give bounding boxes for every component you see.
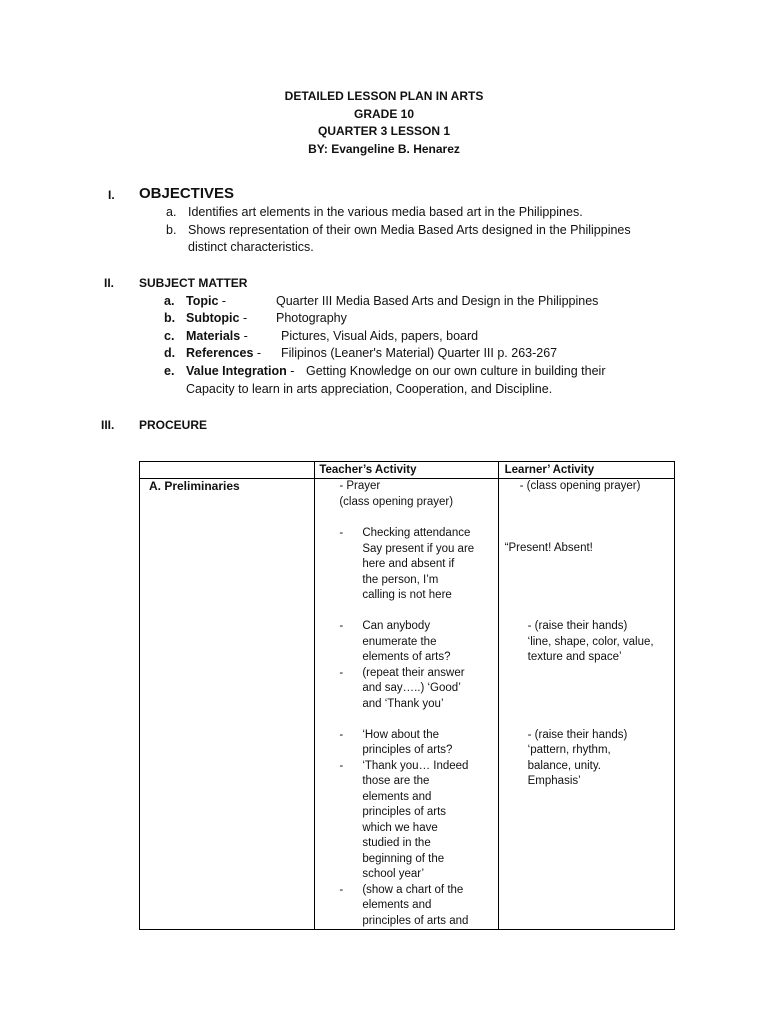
sm-references-value: Filipinos (Leaner's Material) Quarter III p. 263-267 — [281, 346, 558, 360]
bullet-dash: - — [339, 666, 344, 679]
teacher-line: ‘Thank you… Indeed — [362, 759, 469, 772]
teacher-line: beginning of the — [362, 852, 445, 865]
teacher-line: those are the — [362, 775, 430, 787]
teacher-activity-cell — [315, 479, 498, 930]
bullet-dash: - — [339, 759, 344, 772]
sm-references-letter: d. — [164, 346, 176, 360]
teacher-line: Checking attendance — [362, 527, 471, 539]
teacher-line: elements and — [362, 899, 432, 911]
subject-matter-title: SUBJECT MATTER — [139, 276, 248, 290]
bullet-dash: - — [339, 527, 344, 539]
sm-value-integration-cont: Capacity to learn in arts appreciation, Cooperation, and Discipline. — [186, 382, 553, 396]
teacher-line: school year’ — [362, 868, 425, 880]
teacher-line: the person, I’m — [362, 573, 439, 586]
teacher-line: (show a chart of the — [362, 883, 464, 896]
teacher-line: Say present if you are — [362, 542, 475, 555]
sm-value-integration-letter: e. — [164, 364, 175, 378]
header-quarter: QUARTER 3 LESSON 1 — [317, 124, 451, 138]
teacher-line: principles of arts and — [362, 914, 469, 927]
teacher-line: calling is not here — [362, 589, 452, 601]
objective-b-text: Shows representation of their own Media Based Arts designed in the Philippines — [188, 223, 631, 237]
sm-materials-value: Pictures, Visual Aids, papers, board — [281, 329, 479, 343]
teacher-line: and say…..) ‘Good’ — [362, 682, 461, 694]
teacher-line: studied in the — [362, 837, 431, 849]
sm-value-integration-label: Value Integration - — [186, 364, 295, 378]
teacher-line: principles of arts? — [362, 744, 453, 756]
procedure-table — [139, 461, 675, 930]
sm-topic-value: Quarter III Media Based Arts and Design in the Philippines — [276, 294, 599, 308]
header-title: DETAILED LESSON PLAN IN ARTS — [284, 89, 484, 103]
header-author: BY: Evangeline B. Henarez — [308, 141, 460, 156]
learner-line: - (raise their hands) — [527, 728, 628, 741]
teacher-line: (repeat their answer — [362, 666, 465, 679]
header-grade: GRADE 10 — [353, 106, 415, 121]
table-header-row — [140, 462, 675, 479]
header-teacher-activity: Teacher’s Activity — [315, 462, 498, 479]
objectives-number: I. — [108, 188, 115, 202]
subject-matter-number: II. — [104, 276, 115, 290]
teacher-line: principles of arts — [362, 806, 447, 818]
objective-a-text: Identifies art elements in the various media based art in the Philippines. — [188, 205, 583, 219]
sm-topic-label: Topic - — [186, 294, 227, 308]
procedure-number: III. — [101, 418, 115, 432]
bullet-dash: - — [339, 728, 344, 741]
teacher-line: elements and — [362, 790, 432, 803]
learner-line: “Present! Absent! — [504, 542, 593, 554]
header-cell-blank — [140, 462, 315, 479]
learner-line: texture and space’ — [527, 651, 622, 663]
objectives-title: OBJECTIVES — [139, 185, 235, 202]
learner-line: - (class opening prayer) — [519, 480, 641, 492]
header-learner-activity: Learner’ Activity — [498, 462, 674, 479]
teacher-line: - Prayer — [339, 480, 381, 492]
objective-b-letter: b. — [166, 223, 177, 237]
sm-value-integration-value: Getting Knowledge on our own culture in building their — [306, 364, 606, 378]
objective-b-text-cont: distinct characteristics. — [188, 240, 314, 254]
objective-a-letter: a. — [166, 205, 177, 219]
teacher-line: which we have — [362, 821, 438, 834]
bullet-dash: - — [339, 883, 344, 896]
teacher-line: here and absent if — [362, 558, 455, 570]
sm-subtopic-label: Subtopic - — [186, 311, 248, 325]
learner-line: - (raise their hands) — [527, 620, 628, 632]
bullet-dash: - — [339, 620, 344, 632]
learner-activity-cell — [498, 479, 674, 930]
learner-line: balance, unity. — [527, 759, 601, 772]
sm-references-label: References - — [186, 346, 262, 360]
teacher-line: ‘How about the — [362, 728, 440, 741]
table-row — [140, 479, 675, 930]
row-label-preliminaries: A. Preliminaries — [149, 479, 240, 493]
sm-subtopic-letter: b. — [164, 311, 176, 325]
teacher-line: and ‘Thank you’ — [362, 697, 444, 710]
sm-materials-letter: c. — [164, 329, 175, 343]
teacher-line: (class opening prayer) — [339, 495, 454, 508]
sm-subtopic-value: Photography — [276, 311, 347, 325]
procedure-title: PROCEURE — [139, 418, 208, 432]
teacher-line: Can anybody — [362, 620, 431, 632]
document-header — [0, 88, 768, 158]
learner-line: ‘pattern, rhythm, — [527, 744, 611, 756]
learner-line: ‘line, shape, color, value, — [527, 635, 654, 648]
row-label-cell — [140, 479, 315, 930]
sm-topic-letter: a. — [164, 294, 175, 308]
teacher-line: elements of arts? — [362, 651, 451, 663]
teacher-line: enumerate the — [362, 635, 437, 648]
sm-materials-label: Materials - — [186, 329, 248, 343]
learner-line: Emphasis’ — [527, 775, 581, 787]
